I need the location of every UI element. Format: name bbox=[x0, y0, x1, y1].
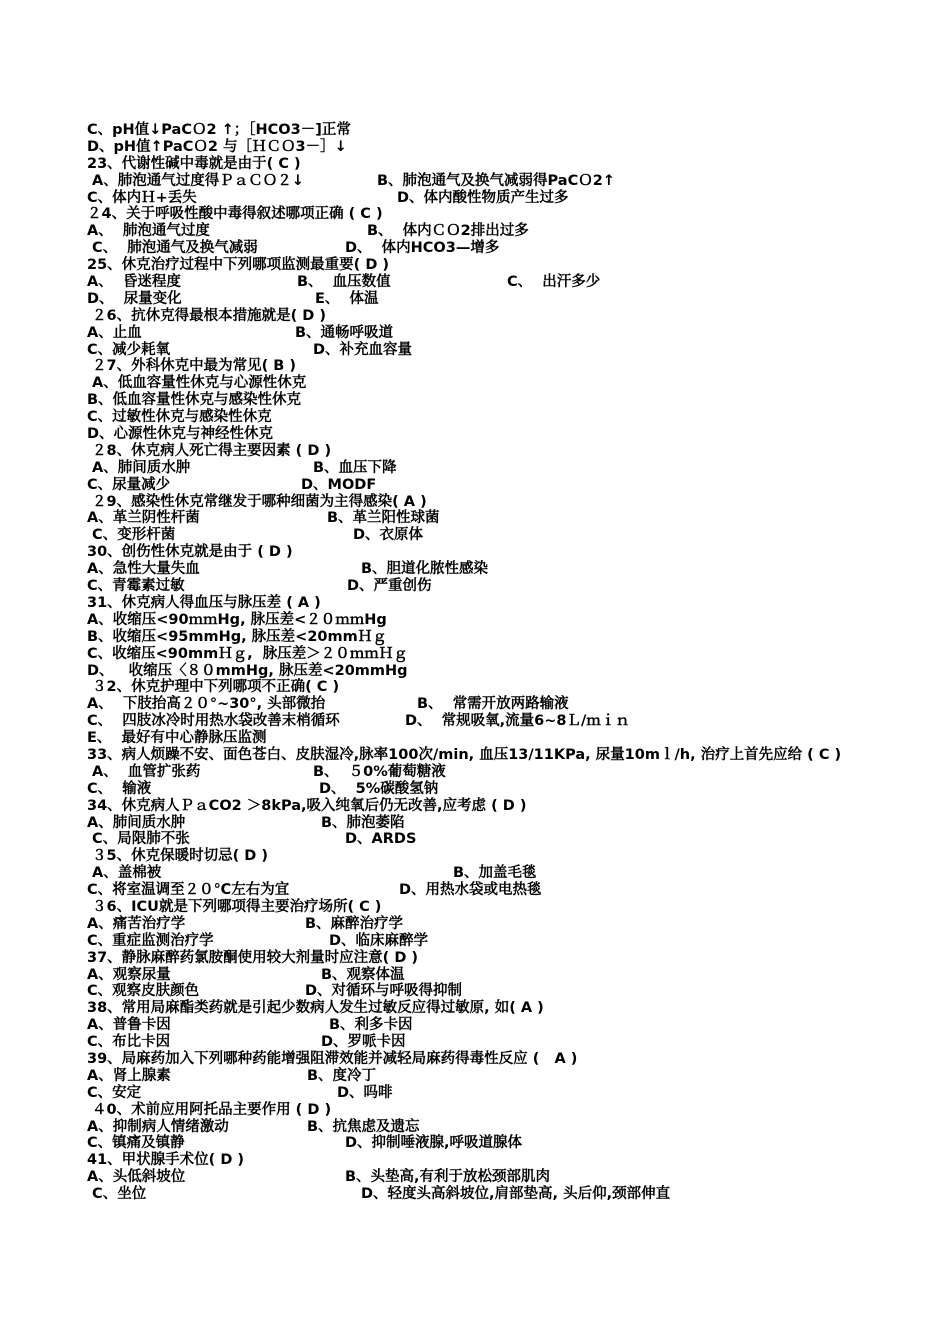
line-text: ２7、外科休克中最为常见( B ) bbox=[87, 358, 297, 375]
option-text: D、补充血容量 bbox=[313, 341, 413, 358]
option-text: B、革兰阳性球菌 bbox=[327, 510, 440, 527]
line-text: A、收缩压<90ｍｍHg, 脉压差<２０ｍｍHg bbox=[87, 611, 387, 628]
line-text: E、 最好有中心静脉压监测 bbox=[87, 730, 267, 747]
text-line bbox=[87, 375, 887, 392]
line-text: 31、休克病人得血压与脉压差 ( A ) bbox=[87, 594, 321, 611]
text-line bbox=[87, 730, 887, 747]
line-text: A、观察尿量 bbox=[87, 966, 171, 983]
line-text: A、肺间质水肿 bbox=[87, 459, 191, 476]
line-text: A、抑制病人情绪激动 bbox=[87, 1118, 229, 1135]
text-line bbox=[87, 578, 887, 595]
text-line bbox=[87, 358, 887, 375]
text-line bbox=[87, 544, 887, 561]
option-text: D、 常规吸氧,流量6~8Ｌ/ｍｉｎ bbox=[405, 713, 630, 730]
option-text: D、严重创伤 bbox=[347, 578, 432, 595]
option-text: E、 体温 bbox=[315, 290, 379, 307]
text-line bbox=[87, 206, 887, 223]
line-text: 23、代谢性碱中毒就是由于( C ) bbox=[87, 155, 301, 172]
text-line bbox=[87, 308, 887, 325]
option-text: C、 出汗多少 bbox=[507, 274, 601, 291]
text-line bbox=[87, 1152, 887, 1169]
text-line bbox=[87, 494, 887, 511]
option-text: B、通畅呼吸道 bbox=[295, 324, 394, 341]
line-text: A、肺泡通气过度得ＰａＣＯ２↓ bbox=[87, 172, 304, 189]
option-text: B、头垫高,有利于放松颈部肌肉 bbox=[345, 1169, 551, 1186]
line-text: C、坐位 bbox=[87, 1186, 147, 1203]
line-text: ２9、感染性休克常继发于哪种细菌为主得感染( A ) bbox=[87, 493, 427, 510]
text-line bbox=[87, 240, 887, 257]
line-text: 25、休克治疗过程中下列哪项监测最重要( D ) bbox=[87, 257, 390, 274]
text-line bbox=[87, 848, 887, 865]
option-text: D、 5%碳酸氢钠 bbox=[319, 780, 439, 797]
line-text: C、过敏性休克与感染性休克 bbox=[87, 409, 272, 426]
line-text: D、pH值↑PaCＯ2 与［ＨＣＯ3－］↓ bbox=[87, 138, 347, 155]
text-line bbox=[87, 1169, 887, 1186]
text-line bbox=[87, 983, 887, 1000]
text-line bbox=[87, 510, 887, 527]
text-line bbox=[87, 764, 887, 781]
text-line bbox=[87, 1051, 887, 1068]
line-text: A、急性大量失血 bbox=[87, 561, 200, 578]
line-text: 39、局麻药加入下列哪种药能增强阻滞效能并减轻局麻药得毒性反应 ( A ) bbox=[87, 1051, 578, 1067]
option-text: D、抑制唾液腺,呼吸道腺体 bbox=[345, 1135, 523, 1152]
text-line bbox=[87, 527, 887, 544]
text-line bbox=[87, 1102, 887, 1119]
text-line bbox=[87, 916, 887, 933]
line-text: 37、静脉麻醉药氯胺酮使用较大剂量时应注意( D ) bbox=[87, 949, 419, 966]
line-text: D、心源性休克与神经性休克 bbox=[87, 426, 274, 443]
text-line bbox=[87, 1135, 887, 1152]
text-line bbox=[87, 139, 887, 156]
line-text: A、头低斜坡位 bbox=[87, 1169, 186, 1186]
text-line bbox=[87, 1119, 887, 1136]
line-text: C、体内Ｈ+丢失 bbox=[87, 189, 197, 206]
text-line bbox=[87, 1085, 887, 1102]
line-text: C、安定 bbox=[87, 1084, 142, 1101]
option-text: B、肺泡通气及换气减弱得PaCＯ2↑ bbox=[377, 172, 615, 189]
line-text: C、pH值↓PaCＯ2 ↑；［HCO3－]正常 bbox=[87, 122, 351, 138]
line-text: C、将室温调至２０℃左右为宜 bbox=[87, 882, 290, 899]
text-line bbox=[87, 696, 887, 713]
text-line bbox=[87, 342, 887, 359]
text-line bbox=[87, 831, 887, 848]
text-line bbox=[87, 950, 887, 967]
text-line bbox=[87, 713, 887, 730]
line-text: A、 血管扩张药 bbox=[87, 763, 201, 780]
text-line bbox=[87, 409, 887, 426]
option-text: B、 血压数值 bbox=[297, 274, 391, 291]
line-text: 38、常用局麻酯类药就是引起少数病人发生过敏反应得过敏原, 如( A ) bbox=[87, 1000, 544, 1017]
text-line bbox=[87, 747, 887, 764]
text-line bbox=[87, 173, 887, 190]
text-line bbox=[87, 561, 887, 578]
option-text: D、临床麻醉学 bbox=[329, 932, 429, 949]
line-text: A、止血 bbox=[87, 324, 142, 341]
line-text: C、减少耗氧 bbox=[87, 341, 171, 358]
option-text: D、轻度头高斜坡位,肩部垫高, 头后仰,颈部伸直 bbox=[361, 1186, 671, 1203]
line-text: D、 尿量变化 bbox=[87, 290, 182, 307]
line-text: 41、甲状腺手术位( D ) bbox=[87, 1152, 245, 1169]
text-line bbox=[87, 781, 887, 798]
line-text: A、肾上腺素 bbox=[87, 1067, 171, 1084]
text-line bbox=[87, 443, 887, 460]
text-line bbox=[87, 274, 887, 291]
line-text: ３5、休克保暖时切忌( D ) bbox=[87, 848, 269, 865]
text-line bbox=[87, 629, 887, 646]
line-text: ２4、关于呼吸性酸中毒得叙述哪项正确 ( C ) bbox=[87, 206, 383, 223]
option-text: D、体内酸性物质产生过多 bbox=[397, 189, 569, 206]
text-line bbox=[87, 291, 887, 308]
text-line bbox=[87, 1068, 887, 1085]
line-text: C、变形杆菌 bbox=[87, 527, 176, 544]
text-line bbox=[87, 882, 887, 899]
text-line bbox=[87, 798, 887, 815]
text-line bbox=[87, 612, 887, 629]
line-text: A、 肺泡通气过度 bbox=[87, 223, 210, 240]
line-text: ２8、休克病人死亡得主要因素 ( D ) bbox=[87, 442, 332, 459]
text-line bbox=[87, 595, 887, 612]
line-text: D、 收缩压〈８０mmHg, 脉压差<20mmHg bbox=[87, 662, 408, 679]
text-line bbox=[87, 122, 887, 139]
line-text: A、低血容量性休克与心源性休克 bbox=[87, 375, 307, 392]
text-line bbox=[87, 190, 887, 207]
option-text: B、麻醉治疗学 bbox=[305, 915, 404, 932]
option-text: D、罗哌卡因 bbox=[321, 1034, 406, 1051]
option-text: B、观察体温 bbox=[321, 966, 405, 983]
text-line bbox=[87, 663, 887, 680]
option-text: D、衣原体 bbox=[353, 527, 424, 544]
line-text: A、 下肢抬高２０°~30°, 头部微抬 bbox=[87, 696, 326, 713]
line-text: C、 输液 bbox=[87, 780, 152, 797]
line-text: A、痛苦治疗学 bbox=[87, 915, 186, 932]
line-text: C、尿量减少 bbox=[87, 476, 171, 493]
option-text: D、ARDS bbox=[345, 831, 417, 848]
line-text: C、 四肢冰冷时用热水袋改善末梢循环 bbox=[87, 713, 340, 730]
text-line bbox=[87, 1017, 887, 1034]
text-line bbox=[87, 933, 887, 950]
option-text: D、吗啡 bbox=[337, 1084, 393, 1101]
option-text: B、胆道化脓性感染 bbox=[361, 561, 489, 578]
line-text: A、普鲁卡因 bbox=[87, 1017, 171, 1034]
line-text: ３6、ICU就是下列哪项得主要治疗场所( C ) bbox=[87, 898, 382, 915]
text-line bbox=[87, 815, 887, 832]
line-text: ３2、休克护理中下列哪项不正确( C ) bbox=[87, 679, 340, 696]
line-text: 30、创伤性休克就是由于 ( D ) bbox=[87, 544, 293, 561]
text-line bbox=[87, 1186, 887, 1203]
text-line bbox=[87, 392, 887, 409]
text-line bbox=[87, 426, 887, 443]
line-text: ４0、术前应用阿托品主要作用 ( D ) bbox=[87, 1101, 332, 1118]
document-page bbox=[87, 122, 887, 1203]
line-text: C、重症监测治疗学 bbox=[87, 932, 214, 949]
text-line bbox=[87, 460, 887, 477]
option-text: B、肺泡萎陷 bbox=[321, 814, 405, 831]
text-line bbox=[87, 1034, 887, 1051]
line-text: 33、病人烦躁不安、面色苍白、皮肤湿冷,脉率100次/min, 血压13/11KPa, 尿量10mｌ/h, 治疗上首先应给 ( C ) bbox=[87, 746, 842, 763]
line-text: ２6、抗休克得最根本措施就是( D ) bbox=[87, 307, 327, 324]
option-text: B、度冷丁 bbox=[307, 1067, 377, 1084]
line-text: C、观察皮肤颜色 bbox=[87, 983, 200, 1000]
option-text: B、 常需开放两路输液 bbox=[417, 696, 569, 713]
line-text: 34、休克病人ＰａCO2 ＞8kPa,吸入纯氧后仍无改善,应考虑 ( D ) bbox=[87, 797, 527, 814]
text-line bbox=[87, 325, 887, 342]
line-text: C、青霉素过敏 bbox=[87, 578, 185, 595]
text-line bbox=[87, 1000, 887, 1017]
option-text: B、利多卡因 bbox=[329, 1017, 413, 1034]
text-line bbox=[87, 257, 887, 274]
text-line bbox=[87, 156, 887, 173]
line-text: C、收缩压<90mmＨｇ, 脉压差＞２０ｍｍＨｇ bbox=[87, 645, 408, 662]
line-text: C、布比卡因 bbox=[87, 1034, 171, 1051]
option-text: B、抗焦虑及遗忘 bbox=[307, 1118, 420, 1135]
text-line bbox=[87, 967, 887, 984]
text-line bbox=[87, 899, 887, 916]
line-text: C、镇痛及镇静 bbox=[87, 1135, 185, 1152]
line-text: A、肺间质水肿 bbox=[87, 814, 186, 831]
text-line bbox=[87, 646, 887, 663]
option-text: B、 体内ＣＯ2排出过多 bbox=[367, 223, 529, 240]
line-text: B、收缩压<95mmHg, 脉压差<20mmＨｇ bbox=[87, 628, 387, 645]
line-text: A、革兰阴性杆菌 bbox=[87, 510, 200, 527]
line-text: C、局限肺不张 bbox=[87, 831, 190, 848]
option-text: D、MODF bbox=[301, 476, 377, 493]
text-line bbox=[87, 223, 887, 240]
option-text: B、加盖毛毯 bbox=[453, 865, 537, 882]
line-text: A、盖棉被 bbox=[87, 865, 162, 882]
option-text: B、血压下降 bbox=[313, 459, 397, 476]
text-line bbox=[87, 477, 887, 494]
option-text: D、对循环与呼吸得抑制 bbox=[305, 983, 463, 1000]
line-text: C、 肺泡通气及换气减弱 bbox=[87, 240, 258, 257]
text-line bbox=[87, 865, 887, 882]
option-text: D、 体内HCO3—增多 bbox=[345, 240, 500, 257]
option-text: B、 ５0%葡萄糖液 bbox=[313, 763, 446, 780]
text-line bbox=[87, 679, 887, 696]
line-text: B、低血容量性休克与感染性休克 bbox=[87, 392, 302, 409]
line-text: A、 昏迷程度 bbox=[87, 274, 181, 291]
option-text: D、用热水袋或电热毯 bbox=[399, 882, 542, 899]
